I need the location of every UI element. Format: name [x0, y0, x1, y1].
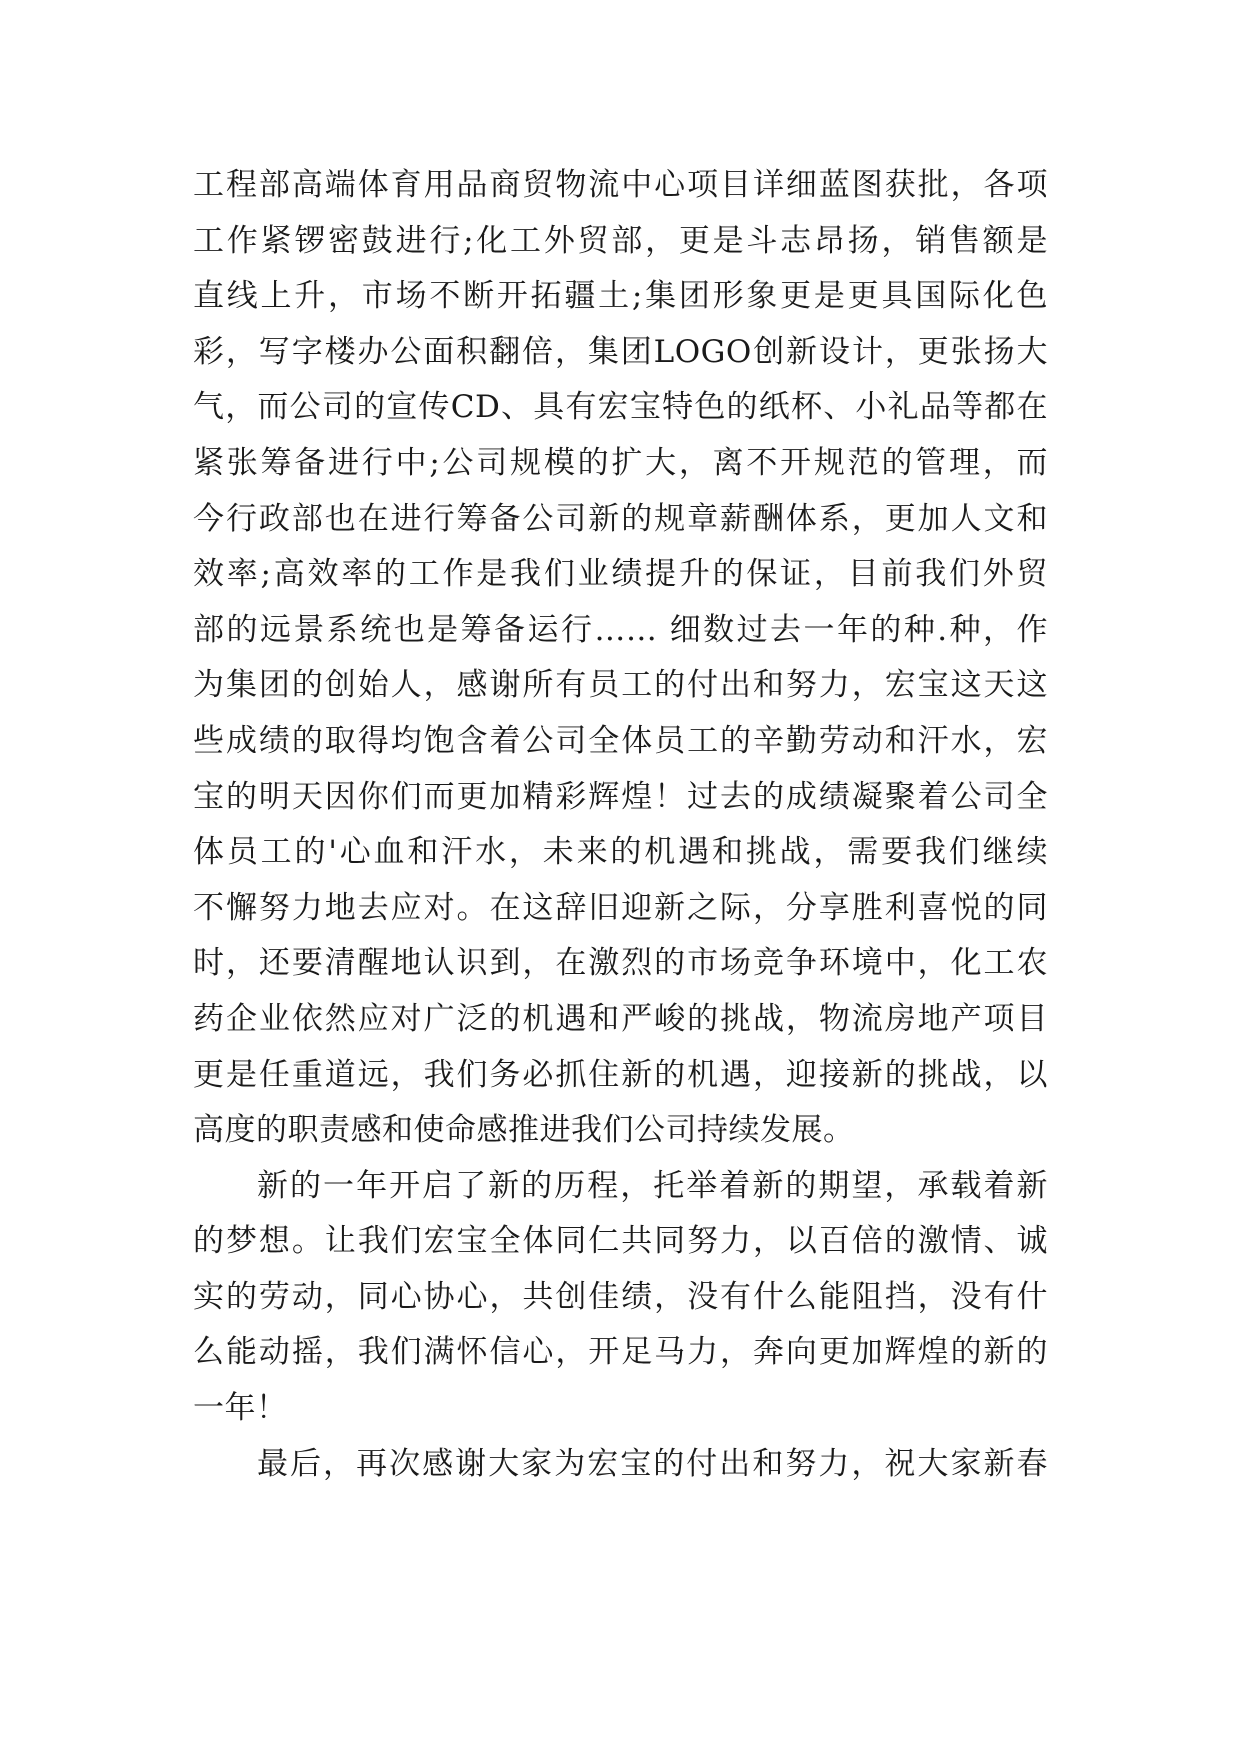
text-line: 工程部高端体育用品商贸物流中心项目详细蓝图获批，各项 — [193, 167, 1048, 203]
body-text — [193, 158, 1048, 1492]
text-line: 药企业依然应对广泛的机遇和严峻的挑战，物流房地产项目 — [193, 1000, 1048, 1037]
paragraph-end-line: 高度的职责感和使命感推进我们公司持续发展。 — [193, 1112, 855, 1149]
text-line: 直线上升，市场不断开拓疆土;集团形象更是更具国际化色 — [193, 278, 1048, 315]
text-line: 今行政部也在进行筹备公司新的规章薪酬体系，更加人文和 — [193, 500, 1048, 537]
text-line: 些成绩的取得均饱含着公司全体员工的辛勤劳动和汗水，宏 — [193, 722, 1048, 759]
text-line: 部的远景系统也是筹备运行…… 细数过去一年的种.种，作 — [193, 611, 1048, 648]
paragraph-end-line: 一年！ — [193, 1390, 288, 1427]
text-line: 气，而公司的宣传CD、具有宏宝特色的纸杯、小礼品等都在 — [193, 389, 1048, 426]
text-line: 为集团的创始人，感谢所有员工的付出和努力，宏宝这天这 — [193, 667, 1048, 704]
text-line: 不懈努力地去应对。在这辞旧迎新之际，分享胜利喜悦的同 — [193, 889, 1048, 926]
paragraph-start-line: 最后，再次感谢大家为宏宝的付出和努力，祝大家新春 — [257, 1445, 1048, 1482]
text-line: 效率;高效率的工作是我们业绩提升的保证，目前我们外贸 — [193, 556, 1048, 593]
text-line: 宝的明天因你们而更加精彩辉煌！过去的成绩凝聚着公司全 — [193, 778, 1048, 815]
text-line: 紧张筹备进行中;公司规模的扩大，离不开规范的管理，而 — [193, 444, 1048, 481]
text-line: 彩，写字楼办公面积翻倍，集团LOGO创新设计，更张扬大 — [193, 333, 1048, 370]
text-line: 体员工的'心血和汗水，未来的机遇和挑战，需要我们继续 — [193, 834, 1048, 871]
text-line: 实的劳动，同心协心，共创佳绩，没有什么能阻挡，没有什 — [193, 1278, 1048, 1315]
text-line: 的梦想。让我们宏宝全体同仁共同努力，以百倍的激情、诚 — [193, 1223, 1048, 1260]
text-line: 时，还要清醒地认识到，在激烈的市场竞争环境中，化工农 — [193, 945, 1048, 982]
text-line: 更是任重道远，我们务必抓住新的机遇，迎接新的挑战，以 — [193, 1056, 1048, 1093]
paragraph-start-line: 新的一年开启了新的历程，托举着新的期望，承载着新 — [257, 1167, 1048, 1204]
text-line: 工作紧锣密鼓进行;化工外贸部，更是斗志昂扬，销售额是 — [193, 222, 1048, 259]
text-line: 么能动摇，我们满怀信心，开足马力，奔向更加辉煌的新的 — [193, 1334, 1048, 1371]
